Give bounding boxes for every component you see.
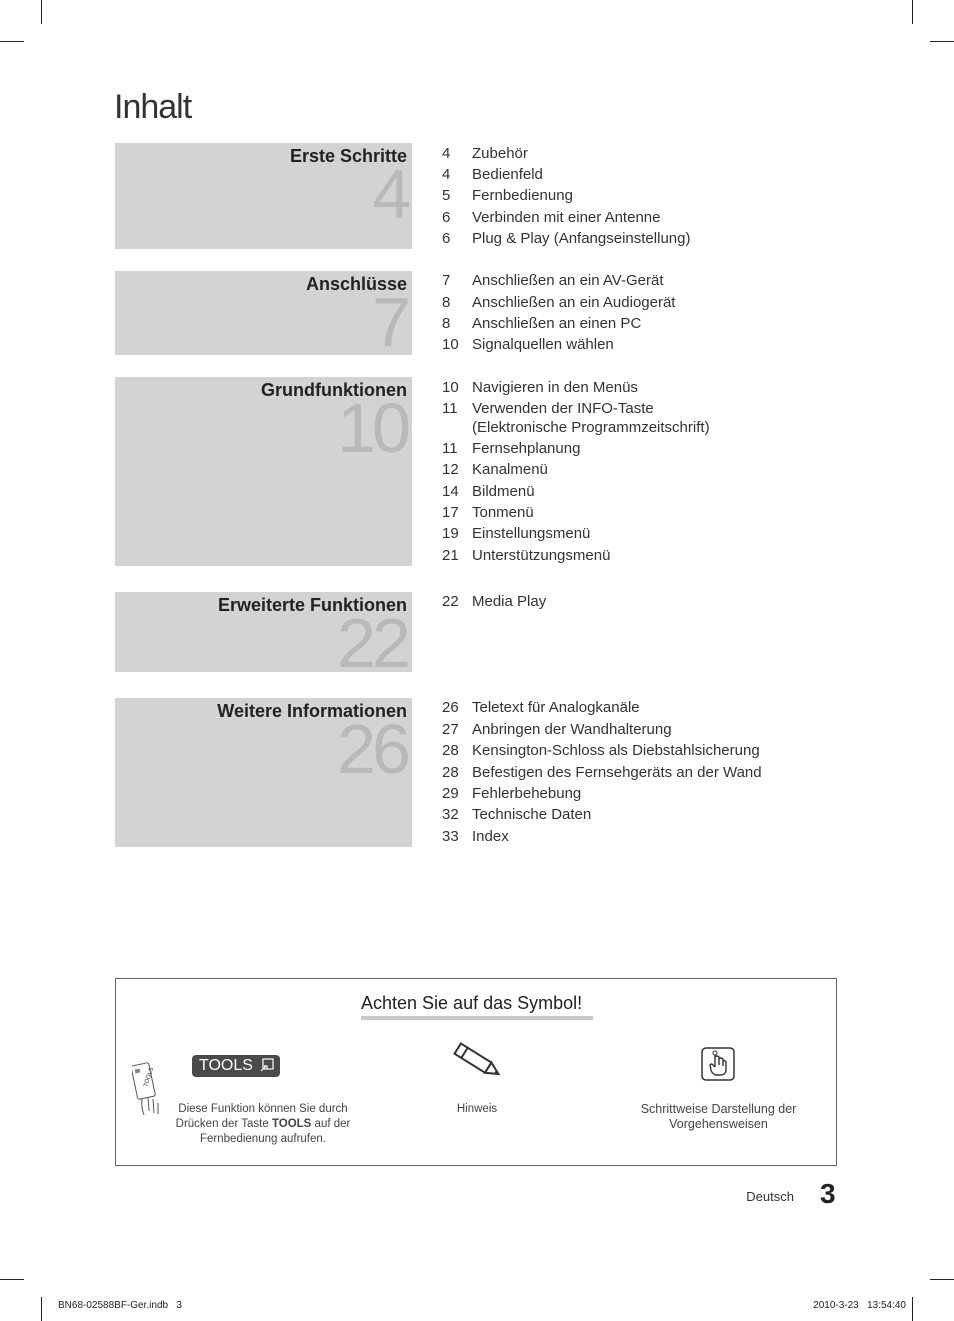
toc-page-number: 32	[442, 806, 459, 823]
tools-caption-keyword: TOOLS	[271, 1118, 312, 1130]
toc-entry-text: Index	[472, 828, 509, 845]
tools-badge	[192, 1055, 280, 1077]
slug-timestamp-text: 2010-3-23 13:54:40	[813, 1300, 906, 1311]
toc-entry-text: Kensington-Schloss als Diebstahlsicherung	[472, 742, 760, 759]
section-number: 7	[372, 283, 407, 355]
toc-entry-text: Anschließen an ein AV-Gerät	[472, 272, 664, 289]
tools-cursor-icon	[260, 1058, 274, 1072]
toc-page-number: 21	[442, 547, 459, 564]
toc-page-number: 8	[442, 315, 451, 332]
steps-caption	[626, 1102, 811, 1132]
steps-caption-line: Vorgehensweisen	[669, 1117, 768, 1131]
toc-entry-text: Anbringen der Wandhalterung	[472, 721, 672, 738]
tools-caption-line: auf der	[311, 1118, 351, 1130]
toc-entry-text: Kanalmenü	[472, 461, 548, 478]
section-box-grundfunktionen	[115, 377, 412, 566]
toc-page-number: 28	[442, 742, 459, 759]
section-number: 22	[337, 604, 407, 672]
toc-page-number: 19	[442, 525, 459, 542]
toc-entry-text: Media Play	[472, 593, 547, 610]
toc-entry-text: Technische Daten	[472, 806, 592, 823]
crop-mark	[930, 41, 954, 42]
toc-page-number: 28	[442, 764, 459, 781]
toc-page-number: 8	[442, 294, 451, 311]
note-caption: Hinweis	[456, 1103, 498, 1115]
toc-page-number: 5	[442, 187, 451, 204]
toc-entry-text: Fehlerbehebung	[472, 785, 582, 802]
step-by-step-hand-icon	[701, 1047, 735, 1081]
crop-mark	[912, 1297, 913, 1321]
symbol-legend-heading: Achten Sie auf das Symbol!	[361, 993, 583, 1013]
section-box-anschluesse	[115, 271, 412, 355]
toc-page-number: 11	[442, 400, 458, 417]
slug-file-text: BN68-02588BF-Ger.indb 3	[58, 1300, 182, 1311]
section-number: 10	[337, 389, 407, 467]
toc-entry-text: Unterstützungsmenü	[472, 547, 611, 564]
toc-entry-text: Verwenden der INFO-Taste	[472, 400, 654, 417]
crop-mark	[41, 0, 42, 24]
toc-page-number: 22	[442, 593, 459, 610]
toc-entry-text: Befestigen des Fernsehgeräts an der Wand	[472, 764, 762, 781]
toc-entry-text: Anschließen an ein Audiogerät	[472, 294, 676, 311]
slug-timestamp	[813, 1300, 906, 1311]
section-title: Weitere Informationen	[217, 701, 407, 721]
tools-badge-label: TOOLS	[199, 1057, 253, 1074]
toc-page-number: 4	[442, 145, 451, 162]
symbol-legend-box	[115, 978, 837, 1166]
toc-page-number: 7	[442, 272, 451, 289]
toc-page-number: 6	[442, 209, 451, 226]
tools-caption	[168, 1102, 358, 1147]
tools-caption-line: Drücken der Taste	[175, 1118, 272, 1130]
footer-page-number: 3	[820, 1178, 836, 1209]
crop-mark	[930, 1279, 954, 1280]
pencil-note-icon	[449, 1041, 505, 1085]
heading-underline	[361, 1016, 593, 1020]
toc-entry-text: Fernbedienung	[472, 187, 573, 204]
section-title: Erste Schritte	[289, 146, 407, 166]
toc-entry-text: Einstellungsmenü	[472, 525, 591, 542]
toc-entry-text: Bedienfeld	[472, 166, 543, 183]
toc-entry-text: Tonmenü	[472, 504, 534, 521]
toc-page-number: 29	[442, 785, 459, 802]
toc-entry-text: Bildmenü	[472, 483, 535, 500]
section-number: 26	[337, 710, 407, 788]
toc-page-number: 10	[442, 379, 459, 396]
section-box-weitere-informationen	[115, 698, 412, 847]
crop-mark	[912, 0, 913, 24]
slug-file-info	[58, 1300, 182, 1311]
section-title: Erweiterte Funktionen	[217, 595, 407, 615]
remote-tools-label: TOOLS	[143, 1066, 156, 1088]
footer-language: Deutsch	[746, 1189, 794, 1204]
section-title: Anschlüsse	[305, 274, 407, 294]
section-box-erweiterte-funktionen	[115, 592, 412, 672]
toc-page-number: 14	[442, 483, 459, 500]
toc-page-number: 27	[442, 721, 459, 738]
toc-entry-text: Zubehör	[472, 145, 528, 162]
toc-entry-text: (Elektronische Programmzeitschrift)	[472, 419, 710, 436]
toc-page-number: 10	[442, 336, 459, 353]
toc-page-number: 17	[442, 504, 459, 521]
toc-entry-text: Plug & Play (Anfangseinstellung)	[472, 230, 691, 247]
section-title: Grundfunktionen	[261, 380, 407, 400]
crop-mark	[41, 1297, 42, 1321]
crop-mark	[0, 41, 24, 42]
section-number: 4	[372, 155, 407, 233]
toc-page-number: 6	[442, 230, 451, 247]
page-title: Inhalt	[114, 88, 192, 126]
tools-caption-line: Diese Funktion können Sie durch	[178, 1103, 348, 1115]
steps-caption-line: Schrittweise Darstellung der	[640, 1102, 797, 1116]
toc-entry-text: Verbinden mit einer Antenne	[472, 209, 661, 226]
crop-mark	[0, 1279, 24, 1280]
toc-entry-text: Fernsehplanung	[472, 440, 581, 457]
toc-page-number: 26	[442, 699, 459, 716]
tools-caption-line: Fernbedienung aufrufen.	[200, 1133, 326, 1145]
toc-page-number: 4	[442, 166, 451, 183]
remote-hand-icon	[132, 1059, 166, 1119]
toc-page-number: 11	[442, 440, 458, 457]
toc-entry-text: Anschließen an einen PC	[472, 315, 642, 332]
toc-entry-text: Teletext für Analogkanäle	[472, 699, 640, 716]
section-box-erste-schritte	[115, 143, 412, 249]
toc-entry-text: Navigieren in den Menüs	[472, 379, 638, 396]
toc-entry-text: Signalquellen wählen	[472, 336, 614, 353]
toc-page-number: 33	[442, 828, 459, 845]
toc-page-number: 12	[442, 461, 459, 478]
